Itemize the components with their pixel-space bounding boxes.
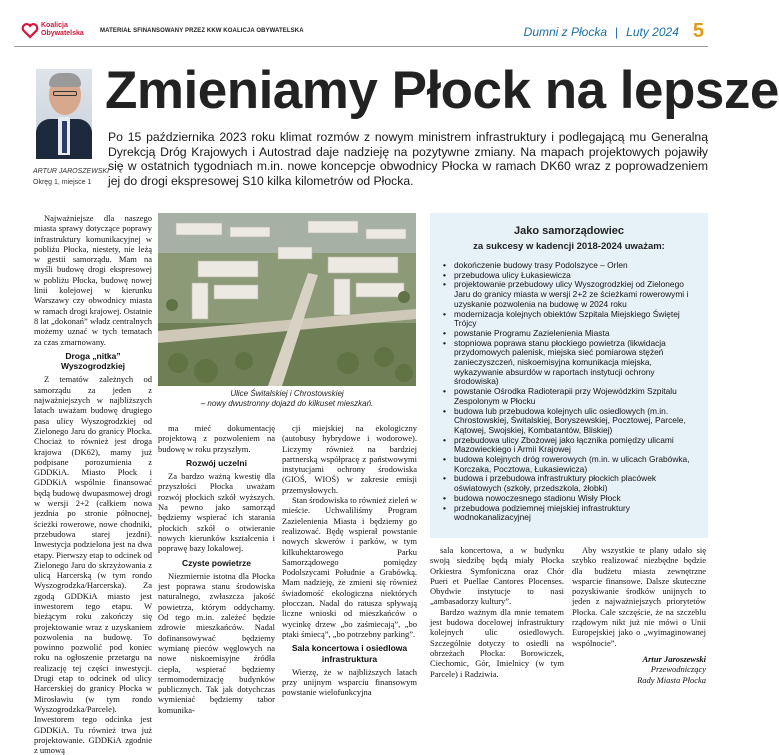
paragraph: Z tematów zależnych od samorządu za jeden z najważniejszych w najbliższych latach uważam budowę drugiego pasa ulicy Wyszogrodzkiej od Zielonego Jaru do granicy Płocka. Chociaż to również jest droga krajowa (DK62), mamy już podpisane porozumienia z GDDKiA. Miasto Płock i GDDKiA wspólnie finansować będą budowę dwupasmowej drogi w wersji 2+2 (całkiem nowa jezdnia po stronie północnej, ścieżki rowerowe, nowe chodniki, przebudowa starej jezdni). Inwestycja podzielona jest na dwa etapy. Pierwszy etap to odcinek od Zielonego Jaru do skrzyżowania z ulicą Harcerską (w tym rondo Wyszogrodzka/Harcerska). Za zgodą GDDKiA miasto jest inwestorem tego etapu. W bieżącym roku zakończy się projektowanie wraz z uzyskaniem pozwolenia na budowę. To powinno pozwolić pod koniec roku na ogłoszenie przetargu na realizację tej części inwestycji. Drugi etap to odcinek od ulicy Harcerskiej do granicy Płocka w Mirosławiu (w tym rondo Wyszogrodzka/Parcele). Inwestorem tego odcinka jest GDDKiA. Tu również trwa już projektowanie. GDDKiA zgodnie z umową xyxy=(34,374,152,755)
achievements-box xyxy=(430,213,708,538)
subheading: Rozwój uczelni xyxy=(186,457,247,468)
list-item: • powstanie Ośrodka Radioterapii przy Wojewódzkim Szpitalu Zespolonym w Płocku xyxy=(440,387,696,406)
paragraph: Wierzę, że w najbliższych latach przy unijnym wsparciu finansowym powstanie wielofunkcyjna xyxy=(282,666,417,698)
article-column-5 xyxy=(572,545,706,685)
list-item: • budowa lub przebudowa kolejnych ulic osiedlowych (m.in. Chrostowskiej, Świtalskiej, Boryszewskiej, Pocztowej, Parcele, Kątowej, Swojskiej, Kombatantów, Bliskiej) xyxy=(440,407,696,436)
list-item: • projektowanie przebudowy ulicy Wyszogrodzkiej od Zielonego Jaru do granicy miasta w wersji 2+2 ze ścieżkami rowerowymi i uzyskanie pozwolenia na budowę w 2024 roku xyxy=(440,280,696,309)
paragraph: Bardzo ważnym dla mnie tematem jest budowa docelowej infrastruktury kolejnych ulic osiedlowych. Szczególnie dotyczy to osiedli na obrzeżach Płocka: Borowiczek, Ciechomic, Gór, Imielnicy (w tym Parcele) i Radziwia. xyxy=(430,606,564,679)
paragraph: Stan środowiska to również zieleń w mieście. Uchwaliliśmy Program Zazielenienia Miasta i będziemy go realizować. Będę wspierał powstanie nowych skwerów i parków, w tym kilkuhektarowego Parku Samorządowego pomiędzy Podolszycami Południe a Grabówką. Mam nadzieję, że zmieni się również świadomość ekologiczna niektórych płocczan. Nadal do ratusza spływają liczne wnioski od mieszkańców o wycinkę drzew „bo zaśmiecają”, „bo ptaki śmiecą”, „bo potrzebny parking”. xyxy=(282,495,417,639)
paragraph: Aby wszystkie te plany udało się szybko realizować niezbędne będzie dla budżetu miasta zewnętrzne wsparcie finansowe. Dalsze skuteczne pozyskiwanie środków unijnych to jeden z najważniejszych priorytetów Płocka. Cale szczęście, że na szczeblu rządowym nikt już nie mówi o Unii Europejskiej jako o „wyimaginowanej wspólnocie”. xyxy=(572,545,706,648)
paragraph: Za bardzo ważną kwestię dla przyszłości Płocka uważam rozwój płockich szkół wyższych. Na pewno jako samorząd będziemy wspierać ich starania płockich szkół o otwieranie nowych kierunków kształcenia i poprawę bazy lokalowej. xyxy=(158,471,275,554)
sponsor-note: MATERIAŁ SFINANSOWANY PRZEZ KKW KOALICJA OBYWATELSKA xyxy=(100,28,304,34)
logo-text xyxy=(41,22,84,38)
logo-line-1: Koalicja xyxy=(41,22,68,29)
header-divider xyxy=(14,46,708,47)
list-item: • przebudowa ulicy Zbożowej jako łącznika pomiędzy ulicami Mazowieckiego i Armii Krajowej xyxy=(440,436,696,455)
photo-caption xyxy=(158,389,416,408)
page-header xyxy=(0,0,722,48)
list-item: • dokończenie budowy trasy Podolszyce – Orlen xyxy=(440,261,696,271)
article-lead: Po 15 października 2023 roku klimat rozmów z nowym ministrem infrastruktury i podlegającą mu Generalną Dyrekcją Dróg Krajowych i Autostrad daje nadzieję na pozytywne zmiany. Na mapach projektowych pojawiły się w ostatnich tygodniach m.in. nowe koncepcje obwodnicy Płocka w ramach DK60 wraz z poprowadzeniem jej do drogi ekspresowej S10 kilka kilometrów od Płocka. xyxy=(108,130,708,188)
caption-line-1: Ulice Świtalskiej i Chrostowskiej xyxy=(230,389,344,398)
author-photo xyxy=(36,69,92,155)
caption-line-2: – nowy dwustronny dojazd do kilkuset mieszkań. xyxy=(200,398,374,408)
subheading: Droga „nitka” Wyszogrodzkiej xyxy=(60,350,126,372)
article-column-4 xyxy=(430,545,564,679)
issue-date: Luty 2024 xyxy=(626,24,679,39)
paragraph: sala koncertowa, a w budynku swoją siedzibę będą miały Płocka Orkiestra Symfoniczna oraz Chór Pueri et Puellae Cantores Plocenses. Obydwie instytucje to nasi „ambasadorzy kultury”. xyxy=(430,545,564,607)
signature-role-2: Rady Miasta Płocka xyxy=(637,674,706,685)
list-item: • modernizacja kolejnych obiektów Szpitala Miejskiego Świętej Trójcy xyxy=(440,310,696,329)
achievements-list xyxy=(440,261,696,523)
logo-line-2: Obywatelska xyxy=(41,30,84,37)
list-item: • budowa kolejnych dróg rowerowych (m.in. w ulicach Grabówka, Korczaka, Pocztowa, Łukasiewicza) xyxy=(440,455,696,474)
paragraph: cji miejskiej na ekologiczny (autobusy hybrydowe i wodorowe). Liczymy również na bardziej partnerską współpracę z państwowymi instytucjami ochrony środowiska (GIOŚ, WIOŚ) w zakresie emisji przemysłowych. xyxy=(282,423,417,495)
heart-icon xyxy=(22,23,38,38)
masthead-separator: | xyxy=(615,24,619,39)
article-headline: Zmieniamy Płock na lepsze xyxy=(105,61,779,120)
list-item: • powstanie Programu Zazielenienia Miasta xyxy=(440,329,696,339)
box-title: Jako samorządowiec xyxy=(513,225,625,237)
signature-name: Artur Jaroszewski xyxy=(642,653,706,664)
signature-role-1: Przewodniczący xyxy=(650,664,706,675)
article-column-2 xyxy=(158,423,275,715)
list-item: • stopniowa poprawa stanu płockiego powietrza (likwidacja przydomowych palenisk, miejska sieć pomiarowa stężeń zanieczyszczeń, niskoemisyjna komunikacja miejska, wykazywanie absurdów w raportach instytucji ochrony środowiska) xyxy=(440,339,696,388)
paragraph: ma mieć dokumentację projektową z pozwoleniem na budowę w roku przyszłym. xyxy=(158,423,275,454)
author-name: ARTUR JAROSZEWSKI xyxy=(33,168,110,175)
list-item: • budowa nowoczesnego stadionu Wisły Płock xyxy=(440,494,696,504)
box-subtitle: za sukcesy w kadencji 2018-2024 uważam: xyxy=(473,241,665,252)
list-item: • przebudowa podziemnej miejskiej infrastruktury wodnokanalizacyjnej xyxy=(440,504,696,523)
publication-title: Dumni z Płocka xyxy=(523,24,608,39)
subheading: Sala koncertowa i osiedlowa infrastruktura xyxy=(291,643,408,664)
subheading: Czyste powietrze xyxy=(182,557,251,568)
signature xyxy=(572,654,706,685)
paragraph: Niezmiernie istotna dla Płocka jest poprawa stanu środowiska naturalnego, zwłaszcza jakość powietrza, którym oddychamy. Od tego m.in. zależeć będzie zdrowie mieszkańców. Nadal dofinansowywać będziemy wymianę pieców węglowych na nowe niskoemisyjne źródła ciepła, wspierać będziemy termomodernizację budynków publicznych. Tak jak dotychczas wymieniać będziemy tabor komunika- xyxy=(158,570,275,715)
party-logo xyxy=(22,22,84,38)
article-column-1 xyxy=(34,213,152,755)
aerial-photo xyxy=(158,213,416,386)
page-number: 5 xyxy=(692,20,704,42)
paragraph: Najważniejsze dla naszego miasta sprawy dotyczące poprawy infrastruktury komunikacyjnej w pobliżu Płocka, niestety, nie leżą w gestii samorządu. Mam na myśli budowę drogi ekspresowej w pobliżu Płocka, budowę nowej linii kolejowej w kierunku Warszawy czy obwodnicy miasta w ramach drogi krajowej. Ostatnie 8 lat „dokonań” władz centralnych możemy uznać w tych tematach za czas zmarnowany. xyxy=(34,213,153,347)
article-column-3 xyxy=(282,423,417,698)
author-constituency: Okręg 1, miejsce 1 xyxy=(33,179,92,186)
list-item: • budowa i przebudowa infrastruktury płockich placówek oświatowych (szkoły, przedszkola, żłobki) xyxy=(440,474,696,493)
list-item: • przebudowa ulicy Łukasiewicza xyxy=(440,271,696,281)
masthead xyxy=(524,20,704,43)
